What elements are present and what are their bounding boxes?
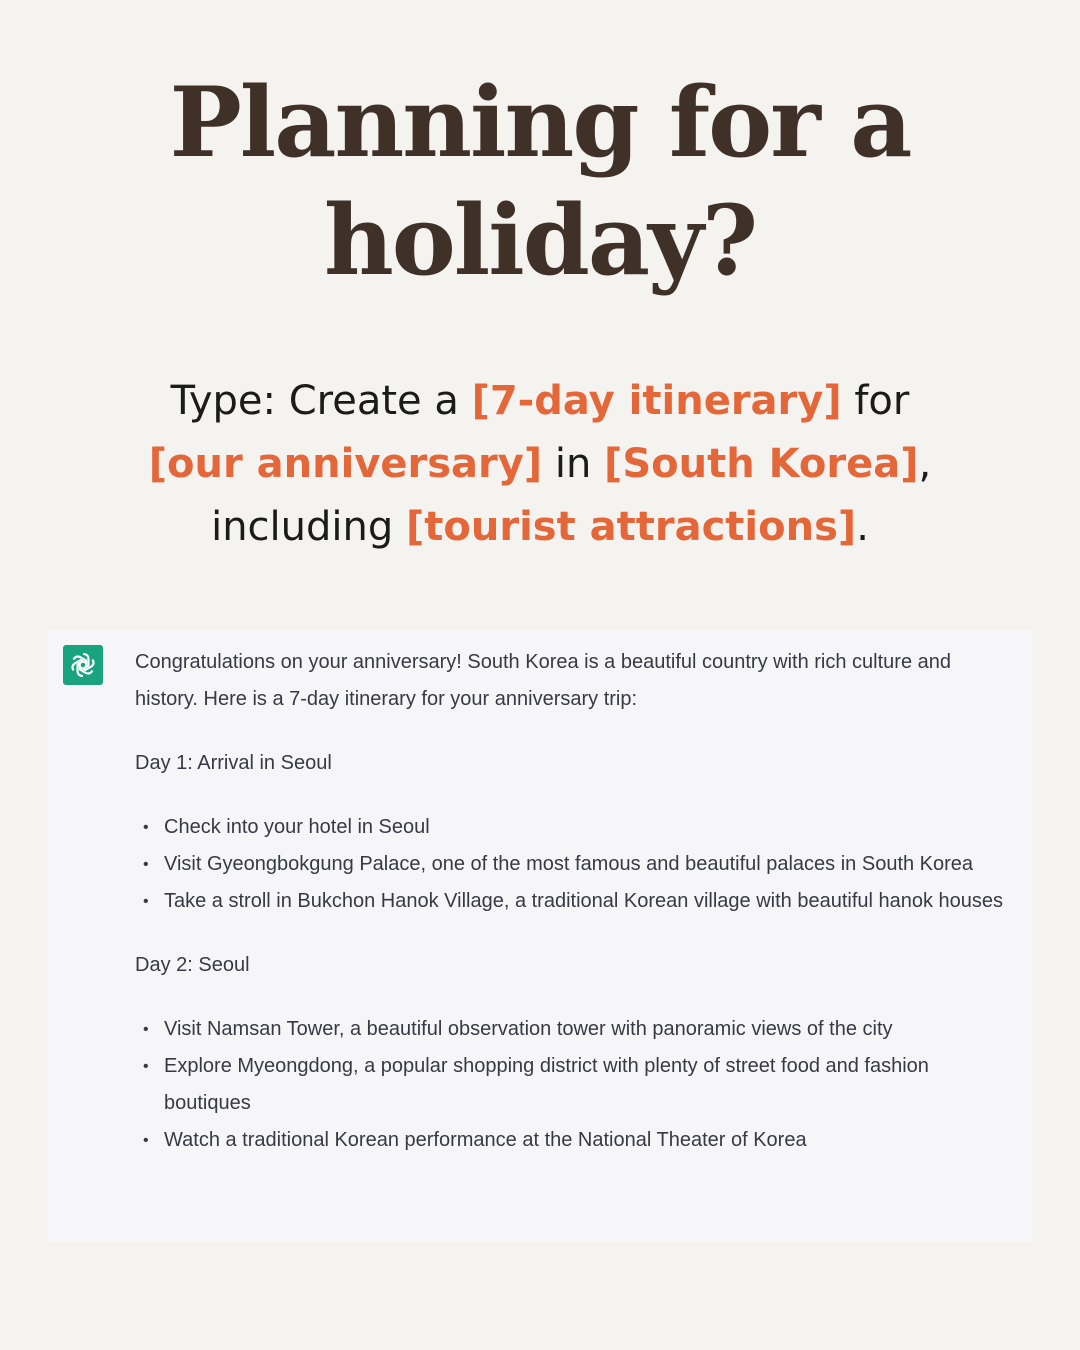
page-title — [0, 64, 1080, 300]
list-item-text: Take a stroll in Bukchon Hanok Village, a traditional Korean village with beautiful hanok houses — [164, 890, 1004, 912]
list-item — [135, 846, 1015, 883]
bullet-icon: • — [143, 1132, 149, 1149]
list-item — [135, 883, 1015, 920]
list-item-text: Check into your hotel in Seoul — [164, 816, 430, 838]
response-intro: Congratulations on your anniversary! South Korea is a beautiful country with rich culture and history. Here is a 7-day itinerary for your anniversary trip: — [135, 651, 952, 710]
day-1-list — [135, 809, 1015, 920]
chatgpt-logo-svg — [68, 650, 98, 680]
list-item-text: Visit Namsan Tower, a beautiful observation tower with panoramic views of the city — [164, 1018, 893, 1040]
prompt-text-in: in — [542, 441, 605, 487]
bullet-icon: • — [143, 819, 149, 836]
prompt-field-focus: [tourist attractions] — [405, 504, 857, 550]
prompt-suffix: . — [856, 504, 869, 550]
list-item-text: Explore Myeongdong, a popular shopping district with plenty of street food and fashion boutiques — [164, 1055, 929, 1114]
list-item-text: Watch a traditional Korean performance at the National Theater of Korea — [164, 1129, 807, 1151]
prompt-text-for: for — [841, 378, 910, 424]
prompt-text — [130, 370, 950, 559]
prompt-text-including: , including — [211, 441, 932, 550]
chatgpt-logo-icon — [63, 645, 103, 685]
prompt-field-occasion: [our anniversary] — [148, 441, 543, 487]
bullet-icon: • — [143, 1058, 149, 1075]
title-line-2: holiday? — [323, 184, 757, 297]
list-item — [135, 1048, 1015, 1122]
bullet-icon: • — [143, 856, 149, 873]
day-2-list — [135, 1011, 1015, 1159]
prompt-prefix: Type: Create a — [170, 378, 472, 424]
title-line-1: Planning for a — [169, 66, 911, 179]
prompt-field-destination: [South Korea] — [604, 441, 919, 487]
day-1-heading: Day 1: Arrival in Seoul — [135, 752, 332, 774]
list-item — [135, 1011, 1015, 1048]
day-2-heading: Day 2: Seoul — [135, 954, 250, 976]
chatgpt-response-card — [48, 630, 1032, 1242]
prompt-field-duration: [7-day itinerary] — [471, 378, 842, 424]
bullet-icon: • — [143, 893, 149, 910]
bullet-icon: • — [143, 1021, 149, 1038]
list-item-text: Visit Gyeongbokgung Palace, one of the most famous and beautiful palaces in South Korea — [164, 853, 974, 875]
list-item — [135, 809, 1015, 846]
response-content — [135, 644, 1015, 1186]
list-item — [135, 1122, 1015, 1159]
